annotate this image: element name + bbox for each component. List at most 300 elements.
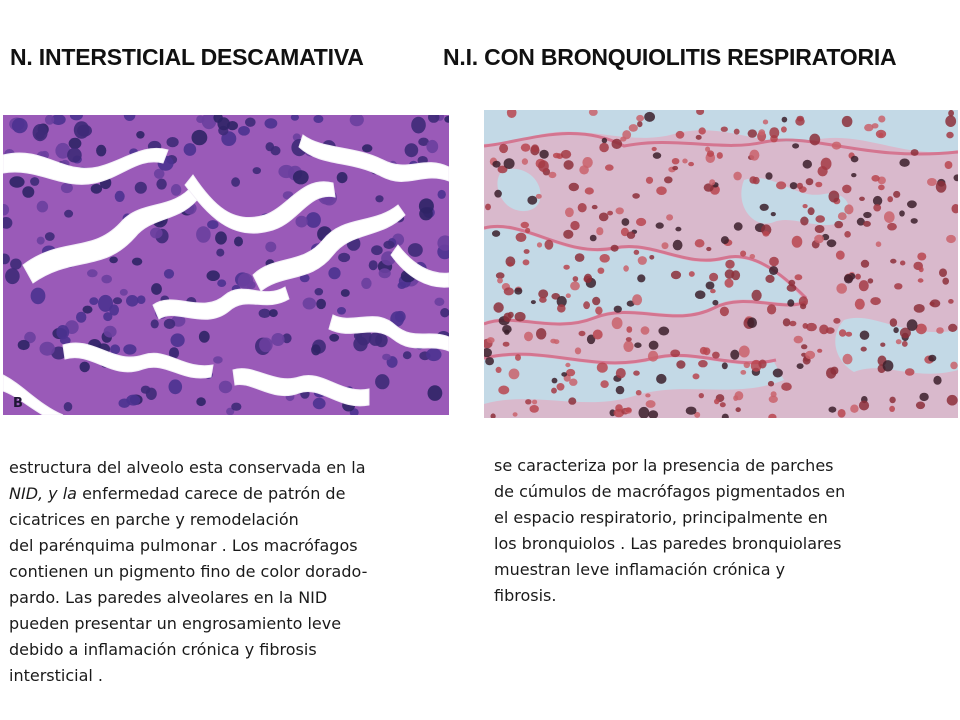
cell-nucleus [776, 181, 786, 189]
cell-nucleus [215, 231, 227, 244]
cell-nucleus [408, 243, 423, 257]
cell-nucleus [768, 381, 774, 387]
cell-nucleus [747, 317, 757, 328]
cell-nucleus [514, 288, 522, 295]
cell-nucleus [707, 150, 714, 157]
cell-nucleus [513, 412, 518, 416]
cell-nucleus [894, 283, 902, 289]
cell-nucleus [633, 371, 640, 376]
cell-nucleus [815, 215, 825, 222]
cell-nucleus [566, 369, 575, 376]
cell-nucleus [646, 177, 653, 184]
right-description [494, 453, 954, 609]
cell-nucleus [592, 205, 598, 209]
description-line: estructura del alveolo esta conservada en la [9, 458, 366, 477]
cell-nucleus [565, 363, 570, 367]
cell-nucleus [171, 184, 181, 196]
cell-nucleus [509, 369, 520, 380]
cell-nucleus [900, 261, 905, 266]
cell-nucleus [45, 232, 55, 241]
cell-nucleus [10, 259, 22, 270]
cell-nucleus [946, 235, 956, 243]
cell-nucleus [87, 269, 98, 277]
cell-nucleus [196, 397, 206, 406]
cell-nucleus [860, 331, 870, 340]
cell-nucleus [855, 274, 861, 280]
cell-nucleus [859, 280, 869, 291]
cell-nucleus [515, 354, 521, 361]
cell-nucleus [570, 221, 579, 230]
cell-nucleus [40, 342, 55, 356]
cell-nucleus [653, 152, 661, 159]
cell-nucleus [207, 220, 218, 229]
cell-nucleus [834, 221, 843, 228]
description-line: el espacio respiratorio, principalmente en [494, 508, 828, 527]
cell-nucleus [919, 267, 924, 272]
cell-nucleus [797, 183, 803, 189]
cell-nucleus [151, 283, 162, 295]
description-fragment: enfermedad carece de patrón de [82, 484, 346, 503]
cell-nucleus [771, 212, 776, 216]
cell-nucleus [219, 381, 232, 394]
cell-nucleus [740, 251, 746, 257]
cell-nucleus [800, 217, 808, 226]
cell-nucleus [760, 204, 769, 211]
cell-nucleus [842, 116, 853, 127]
cell-nucleus [382, 354, 391, 361]
cell-nucleus [670, 350, 680, 358]
cell-nucleus [499, 144, 508, 153]
cell-nucleus [109, 304, 119, 315]
cell-nucleus [954, 174, 959, 181]
cell-nucleus [67, 148, 82, 163]
cell-nucleus [253, 167, 261, 174]
cell-nucleus [30, 177, 39, 186]
cell-nucleus [695, 290, 706, 299]
cell-nucleus [3, 254, 10, 265]
cell-nucleus [369, 260, 378, 270]
cell-nucleus [842, 185, 851, 194]
cell-nucleus [497, 278, 503, 284]
cell-nucleus [800, 303, 806, 309]
cell-nucleus [706, 282, 715, 290]
cell-nucleus [850, 405, 858, 413]
cell-nucleus [265, 242, 276, 253]
cell-nucleus [599, 143, 609, 152]
cell-nucleus [821, 158, 832, 170]
cell-nucleus [769, 127, 779, 138]
cell-nucleus [636, 390, 642, 395]
cell-nucleus [752, 290, 762, 301]
cell-nucleus [371, 245, 383, 255]
cell-nucleus [164, 319, 175, 329]
cell-nucleus [740, 370, 746, 375]
cell-nucleus [773, 369, 783, 378]
cell-nucleus [245, 118, 256, 127]
cell-nucleus [884, 211, 895, 223]
cell-nucleus [805, 351, 815, 359]
cell-nucleus [503, 342, 510, 347]
cell-nucleus [836, 283, 847, 294]
cell-nucleus [612, 317, 623, 329]
cell-nucleus [851, 173, 856, 177]
cell-nucleus [192, 130, 208, 145]
cell-nucleus [632, 294, 642, 305]
cell-nucleus [132, 258, 142, 266]
cell-nucleus [648, 410, 658, 418]
cell-nucleus [832, 142, 842, 150]
cell-nucleus [769, 266, 778, 275]
cell-nucleus [516, 233, 527, 242]
cell-nucleus [598, 268, 605, 274]
cell-nucleus [492, 161, 500, 168]
cell-nucleus [569, 183, 579, 191]
cell-nucleus [493, 302, 503, 312]
cell-nucleus [872, 123, 879, 128]
cell-nucleus [207, 270, 220, 281]
cell-nucleus [696, 135, 702, 140]
cell-nucleus [722, 414, 729, 418]
cell-nucleus [636, 218, 646, 226]
cell-nucleus [171, 333, 185, 347]
cell-nucleus [614, 306, 622, 313]
cell-nucleus [550, 339, 556, 344]
cell-nucleus [634, 250, 640, 255]
description-italic: NID, y la [9, 484, 77, 503]
cell-nucleus [278, 165, 294, 178]
cell-nucleus [731, 270, 740, 280]
cell-nucleus [80, 362, 90, 373]
cell-nucleus [328, 267, 340, 279]
cell-nucleus [876, 241, 882, 247]
cell-nucleus [878, 116, 885, 123]
cell-nucleus [809, 134, 820, 146]
cell-nucleus [269, 309, 278, 317]
cell-nucleus [676, 131, 685, 139]
cell-nucleus [658, 327, 669, 336]
cell-nucleus [265, 118, 278, 128]
cell-nucleus [876, 130, 886, 139]
cell-nucleus [632, 193, 640, 199]
cell-nucleus [45, 115, 54, 125]
cell-nucleus [637, 274, 645, 282]
cell-nucleus [917, 253, 926, 261]
cell-nucleus [673, 240, 683, 251]
cell-nucleus [907, 200, 917, 208]
cell-nucleus [808, 207, 815, 215]
cell-nucleus [602, 138, 607, 144]
cell-nucleus [893, 327, 898, 333]
description-line: pueden presentar un engrosamiento leve [9, 614, 342, 633]
cell-nucleus [403, 351, 412, 359]
cell-nucleus [70, 115, 83, 120]
cell-nucleus [575, 347, 581, 354]
cell-nucleus [411, 117, 426, 134]
cell-nucleus [646, 400, 656, 408]
description-line: muestran leve inflamación crónica y [494, 560, 786, 579]
description-line: de cúmulos de macrófagos pigmentados en [494, 482, 846, 501]
airspace-path [835, 318, 958, 374]
cell-nucleus [341, 289, 350, 297]
cell-nucleus [634, 342, 641, 348]
cell-nucleus [104, 326, 117, 338]
cell-nucleus [672, 158, 680, 164]
cell-nucleus [620, 137, 626, 142]
cell-nucleus [566, 293, 571, 298]
cell-nucleus [695, 239, 705, 247]
cell-nucleus [563, 230, 573, 239]
cell-nucleus [639, 407, 650, 418]
cell-nucleus [942, 278, 949, 285]
cell-nucleus [561, 150, 571, 159]
cell-nucleus [9, 176, 24, 187]
cell-nucleus [749, 150, 759, 161]
cell-nucleus [664, 176, 673, 183]
cell-nucleus [733, 172, 741, 181]
cell-nucleus [861, 347, 867, 352]
cell-nucleus [838, 212, 847, 220]
cell-nucleus [89, 297, 98, 305]
figure-label: B [13, 396, 23, 411]
airspace-path [3, 148, 168, 184]
cell-nucleus [819, 325, 828, 335]
cell-nucleus [703, 347, 710, 355]
cell-nucleus [525, 399, 531, 404]
cell-nucleus [896, 339, 902, 344]
cell-nucleus [238, 273, 253, 289]
cell-nucleus [584, 274, 592, 283]
cell-nucleus [428, 385, 443, 401]
cell-nucleus [573, 276, 579, 282]
cell-nucleus [120, 289, 128, 296]
cell-nucleus [948, 110, 954, 117]
cell-nucleus [169, 379, 183, 394]
cell-nucleus [596, 227, 603, 235]
cell-nucleus [91, 184, 102, 194]
cell-nucleus [627, 232, 635, 239]
cell-nucleus [350, 115, 364, 126]
cell-nucleus [814, 235, 824, 244]
cell-nucleus [890, 259, 896, 264]
cell-nucleus [434, 298, 444, 306]
cell-nucleus [873, 204, 881, 211]
cell-nucleus [839, 329, 846, 336]
cell-nucleus [893, 191, 900, 198]
cell-nucleus [781, 383, 792, 391]
cell-nucleus [119, 399, 131, 408]
cell-nucleus [836, 251, 845, 260]
cell-nucleus [156, 179, 166, 190]
description-line: cicatrices en parche y remodelación [9, 510, 299, 529]
cell-nucleus [266, 142, 275, 151]
cell-nucleus [815, 225, 825, 233]
cell-nucleus [522, 158, 528, 165]
cell-nucleus [124, 115, 136, 121]
cell-nucleus [494, 190, 502, 198]
cell-nucleus [515, 312, 526, 322]
cell-nucleus [939, 268, 947, 277]
cell-nucleus [487, 337, 495, 343]
airspace-path [484, 228, 804, 322]
cell-nucleus [538, 160, 549, 172]
cell-nucleus [303, 298, 316, 310]
cell-nucleus [878, 185, 885, 191]
cell-nucleus [930, 299, 940, 307]
cell-nucleus [539, 150, 548, 159]
cell-nucleus [855, 299, 865, 310]
cell-nucleus [539, 297, 547, 303]
cell-nucleus [234, 237, 243, 247]
cell-nucleus [438, 190, 446, 199]
cell-nucleus [315, 288, 324, 295]
cell-nucleus [600, 254, 610, 263]
cell-nucleus [787, 299, 794, 306]
cell-nucleus [419, 207, 433, 220]
cell-nucleus [763, 231, 770, 237]
cell-nucleus [231, 403, 241, 411]
cell-nucleus [817, 349, 822, 353]
cell-nucleus [952, 204, 959, 213]
cell-nucleus [564, 160, 574, 170]
cell-nucleus [783, 318, 791, 326]
cell-nucleus [126, 295, 138, 307]
description-line: debido a inflamación crónica y fibrosis [9, 640, 317, 659]
cell-nucleus [552, 378, 558, 384]
cell-nucleus [313, 398, 326, 409]
cell-nucleus [625, 407, 632, 412]
cell-nucleus [662, 242, 669, 249]
cell-nucleus [537, 242, 542, 247]
cell-nucleus [216, 249, 224, 257]
cell-nucleus [135, 182, 147, 194]
cell-nucleus [890, 318, 897, 327]
cell-nucleus [641, 326, 650, 335]
cell-nucleus [77, 125, 92, 137]
cell-nucleus [33, 124, 48, 141]
cell-nucleus [64, 210, 73, 218]
cell-nucleus [525, 228, 530, 233]
cell-nucleus [361, 278, 371, 289]
cell-nucleus [689, 271, 695, 277]
cell-nucleus [883, 360, 894, 371]
cell-nucleus [383, 241, 394, 249]
cell-nucleus [686, 407, 697, 415]
cell-nucleus [578, 203, 587, 212]
cell-nucleus [769, 396, 778, 403]
cell-nucleus [485, 204, 491, 211]
cell-nucleus [928, 355, 936, 362]
cell-nucleus [725, 260, 734, 269]
cell-nucleus [765, 275, 774, 283]
cell-nucleus [597, 362, 608, 372]
cell-nucleus [622, 218, 630, 226]
cell-nucleus [693, 373, 700, 379]
description-line: se caracteriza por la presencia de parches [494, 456, 834, 475]
cell-nucleus [782, 117, 788, 123]
cell-nucleus [37, 201, 48, 213]
cell-nucleus [806, 178, 814, 185]
cell-nucleus [115, 191, 125, 202]
cell-nucleus [83, 306, 93, 314]
cell-nucleus [599, 213, 609, 222]
cell-nucleus [744, 362, 750, 368]
cell-nucleus [629, 124, 638, 132]
cell-nucleus [672, 166, 678, 170]
cell-nucleus [790, 182, 798, 189]
cell-nucleus [101, 275, 112, 284]
bronchiolitis-micrograph-image [484, 110, 958, 418]
cell-nucleus [379, 268, 391, 278]
description-line: contienen un pigmento fino de color dorado- [9, 562, 368, 581]
cell-nucleus [833, 318, 840, 324]
cell-nucleus [899, 210, 905, 216]
cell-nucleus [714, 399, 719, 405]
cell-nucleus [637, 121, 642, 127]
cell-nucleus [375, 195, 383, 202]
cell-nucleus [3, 204, 9, 215]
cell-nucleus [712, 352, 720, 359]
cell-nucleus [889, 397, 895, 404]
cell-nucleus [829, 407, 837, 413]
cell-nucleus [167, 137, 179, 147]
cell-nucleus [338, 253, 350, 262]
cell-nucleus [706, 247, 711, 251]
cell-nucleus [765, 172, 772, 179]
description-line: intersticial . [9, 666, 103, 685]
cell-nucleus [734, 129, 740, 135]
cell-nucleus [623, 341, 633, 352]
cell-nucleus [485, 357, 494, 365]
cell-nucleus [748, 129, 757, 137]
cell-nucleus [907, 319, 918, 331]
cell-nucleus [531, 144, 539, 152]
cell-nucleus [231, 177, 240, 187]
cell-nucleus [936, 181, 947, 193]
cell-nucleus [31, 288, 46, 305]
cell-nucleus [933, 376, 941, 385]
cell-nucleus [337, 307, 346, 315]
cell-nucleus [946, 132, 953, 139]
cell-nucleus [259, 338, 273, 353]
cell-nucleus [721, 236, 729, 244]
cell-nucleus [699, 393, 704, 398]
cell-nucleus [638, 256, 647, 265]
cell-nucleus [788, 280, 795, 286]
cell-nucleus [532, 400, 537, 405]
cell-nucleus [196, 226, 211, 243]
airspace-path [3, 375, 63, 415]
cell-nucleus [914, 304, 925, 313]
left-slide-title: N. INTERSTICIAL DESCAMATIVA [10, 44, 364, 70]
cell-nucleus [827, 239, 837, 247]
cell-nucleus [735, 391, 744, 400]
cell-nucleus [444, 116, 449, 123]
cell-nucleus [803, 204, 808, 208]
cell-nucleus [590, 235, 597, 242]
description-line: pardo. Las paredes alveolares en la NID [9, 588, 328, 607]
cell-nucleus [945, 115, 956, 127]
cell-nucleus [739, 346, 750, 358]
cell-nucleus [536, 328, 546, 339]
cell-nucleus [656, 374, 666, 384]
cell-nucleus [636, 115, 644, 122]
cell-nucleus [553, 153, 560, 159]
cell-nucleus [583, 301, 590, 309]
cell-nucleus [496, 367, 502, 373]
cell-nucleus [64, 402, 73, 411]
cell-nucleus [498, 386, 509, 395]
cell-nucleus [792, 143, 799, 148]
